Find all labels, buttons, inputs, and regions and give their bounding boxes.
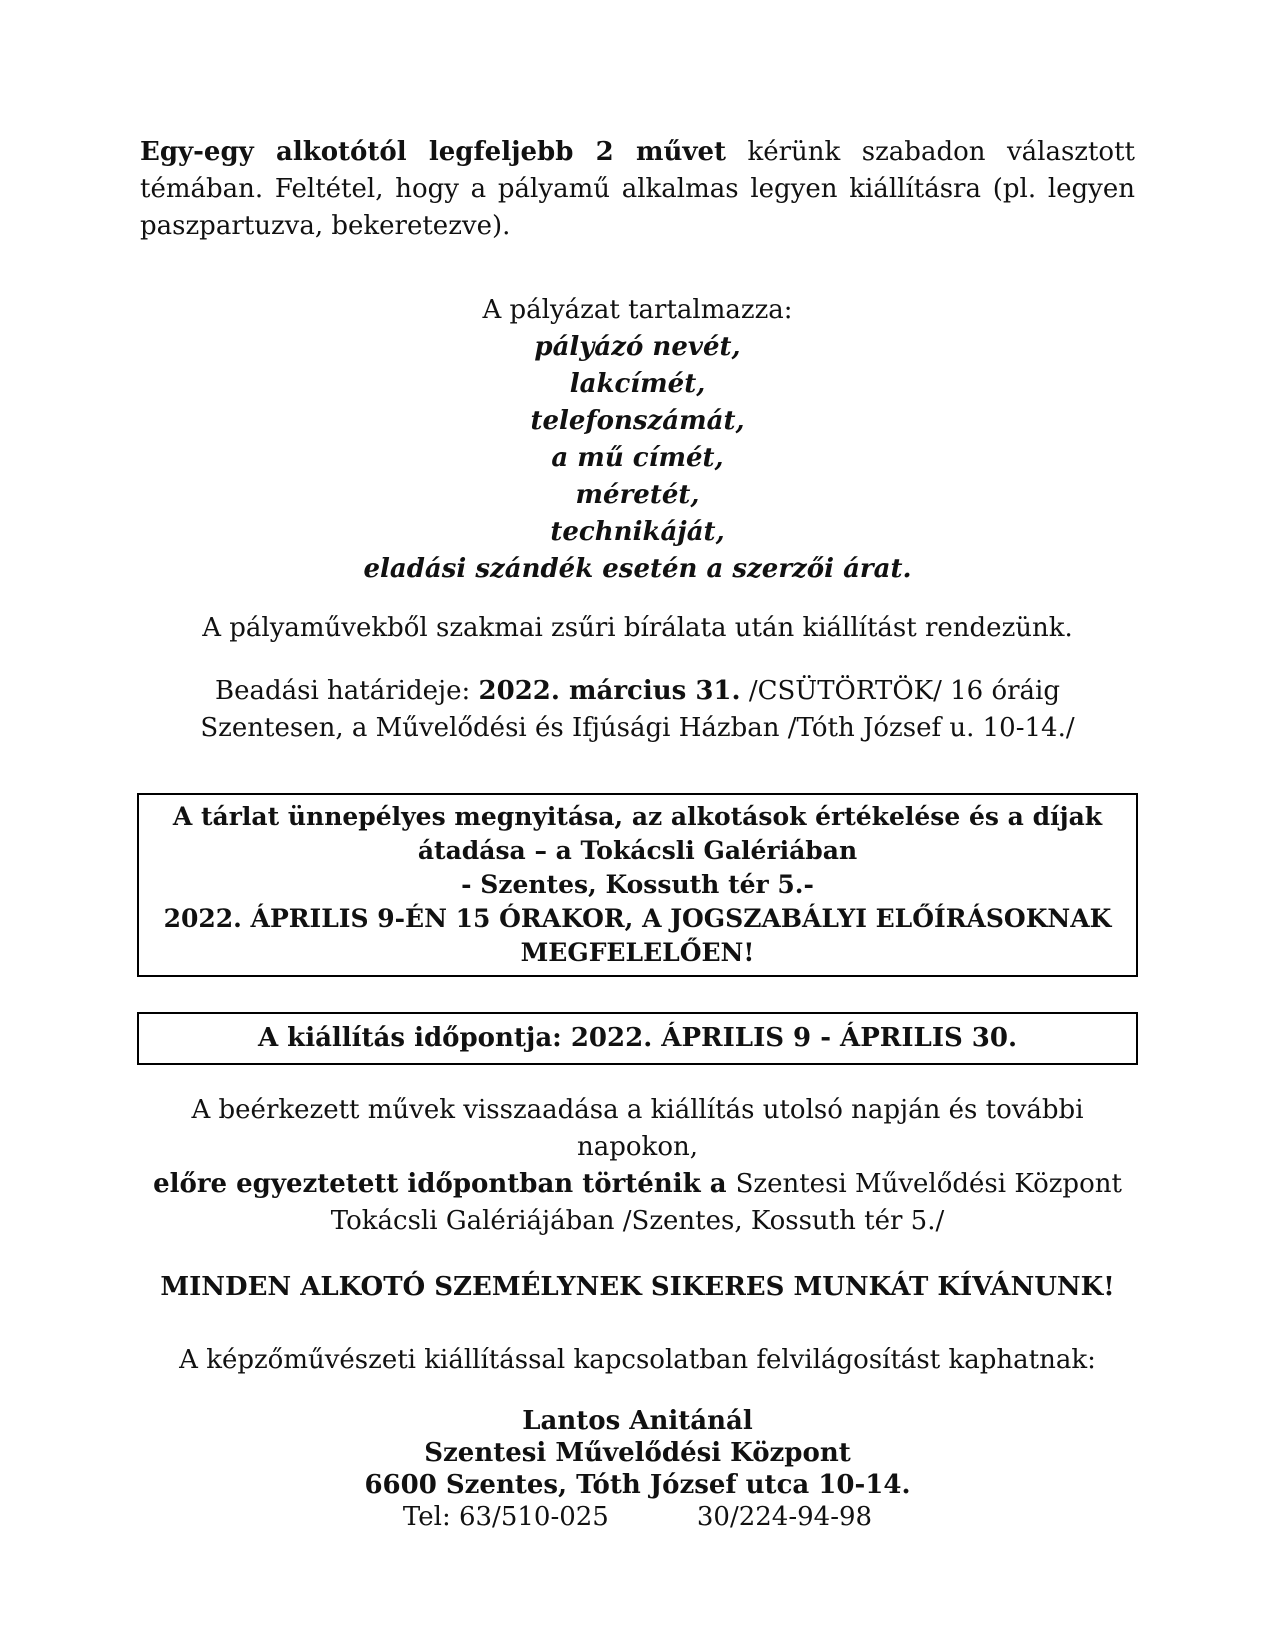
intro-line-1-rest: kérünk szabadon választott	[726, 137, 1135, 167]
contact-name: Lantos Anitánál	[522, 1406, 753, 1436]
contact-phones	[140, 1501, 1135, 1533]
return-line-3	[140, 1166, 1135, 1203]
deadline-line-1	[140, 673, 1135, 710]
contact-phone-1: Tel: 63/510-025	[402, 1502, 609, 1532]
list-item: lakcímét,	[569, 369, 706, 399]
deadline-date: 2022. március 31.	[478, 676, 741, 706]
return-line-3-bold: előre egyeztetett időpontban történik a	[153, 1169, 736, 1199]
contact-block	[140, 1405, 1135, 1533]
opening-box-line: A tárlat ünnepélyes megnyitása, az alkotások értékelése és a díjak	[172, 802, 1103, 831]
list-item: a mű címét,	[551, 443, 724, 473]
deadline-prefix: Beadási határideje:	[215, 676, 479, 706]
jury-statement: A pályaművekből szakmai zsűri bírálata után kiállítást rendezünk.	[202, 613, 1073, 643]
intro-line-1	[140, 134, 1135, 171]
list-item: pályázó nevét,	[534, 332, 741, 362]
return-line-1: A beérkezett művek visszaadása a kiállítás utolsó napján és további	[191, 1095, 1084, 1125]
list-item: méretét,	[575, 480, 700, 510]
intro-line-2: témában. Feltétel, hogy a pályamű alkalmas legyen kiállításra (pl. legyen	[140, 174, 1135, 204]
intro-paragraph	[140, 134, 1135, 245]
deadline-line-2: Szentesen, a Művelődési és Ifjúsági Házban /Tóth József u. 10-14./	[200, 713, 1075, 743]
exhibition-dates-box	[137, 1012, 1138, 1065]
list-item: eladási szándék esetén a szerzői árat.	[363, 554, 912, 584]
artwork-return-paragraph	[140, 1092, 1135, 1240]
contact-address: 6600 Szentes, Tóth József utca 10-14.	[364, 1470, 911, 1500]
submission-contents-heading: A pályázat tartalmazza:	[482, 295, 793, 325]
contact-phone-2: 30/224-94-98	[696, 1502, 873, 1532]
intro-line-1-bold: Egy-egy alkotótól legfeljebb 2 művet	[140, 137, 727, 167]
contact-organization: Szentesi Művelődési Központ	[424, 1438, 851, 1468]
good-luck-statement: MINDEN ALKOTÓ SZEMÉLYNEK SIKERES MUNKÁT KÍVÁNUNK!	[160, 1272, 1115, 1302]
information-statement: A képzőművészeti kiállítással kapcsolatban felvilágosítást kaphatnak:	[179, 1345, 1096, 1375]
list-item: telefonszámát,	[530, 406, 745, 436]
list-item: technikáját,	[550, 517, 725, 547]
opening-box-line: 2022. ÁPRILIS 9-ÉN 15 ÓRAKOR, A JOGSZABÁLYI ELŐÍRÁSOKNAK	[163, 904, 1112, 933]
opening-box-line: átadása – a Tokácsli Galériában	[417, 836, 858, 865]
intro-line-3: paszpartuzva, bekeretezve).	[140, 211, 511, 241]
return-line-3-rest: Szentesi Művelődési Központ	[735, 1169, 1122, 1199]
exhibition-dates-line: A kiállítás időpontja: 2022. ÁPRILIS 9 - ÁPRILIS 30.	[257, 1023, 1018, 1053]
return-line-4: Tokácsli Galériájában /Szentes, Kossuth tér 5./	[330, 1206, 945, 1236]
deadline-paragraph	[140, 673, 1135, 747]
opening-box-line: - Szentes, Kossuth tér 5.-	[461, 870, 814, 899]
deadline-suffix: /CSÜTÖRTÖK/ 16 óráig	[740, 676, 1060, 706]
submission-contents-list	[140, 329, 1135, 588]
opening-box-line: MEGFELELŐEN!	[520, 938, 755, 967]
opening-ceremony-box	[137, 793, 1138, 977]
return-line-2: napokon,	[577, 1132, 698, 1162]
